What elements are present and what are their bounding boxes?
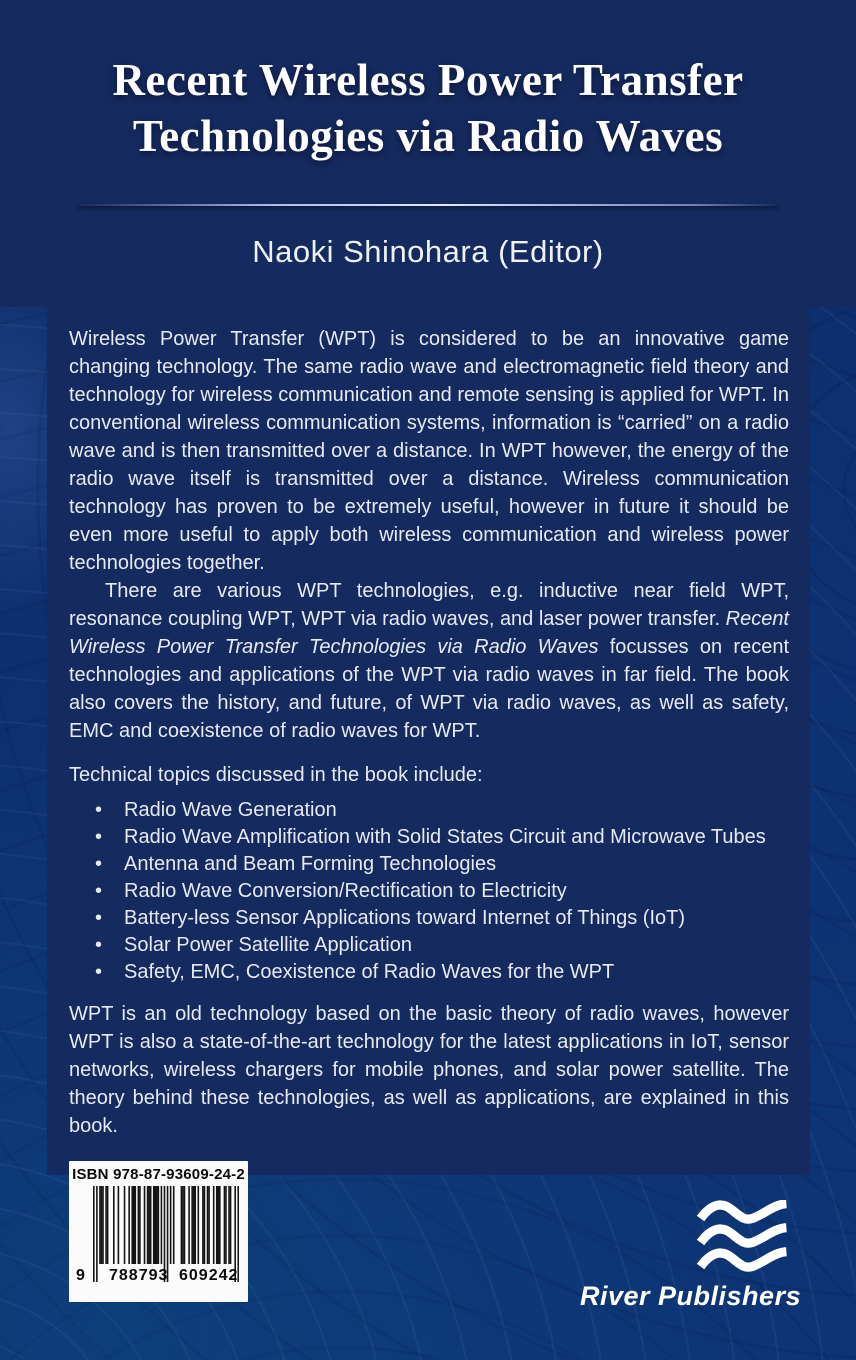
book-title-line-1: Recent Wireless Power Transfer	[112, 55, 744, 105]
barcode-digit-group-1: 788793	[109, 1267, 169, 1284]
topics-list	[69, 797, 789, 986]
synopsis-paragraph-1: Wireless Power Transfer (WPT) is considered to be an innovative game changing technology. The same radio wave and electromagnetic field theory and technology for wireless communication and remote sensing is applied for WPT. In conventional wireless communication systems, information is “carried” on a radio wave and is then transmitted over a distance. In WPT however, the energy of the radio wave itself is transmitted over a distance. Wireless communication technology has proven to be extremely useful, however in future it should be even more useful to apply both wireless communication and wireless power technologies together.	[69, 328, 789, 574]
publisher-logo	[580, 1200, 802, 1312]
topic-item: • Antenna and Beam Forming Technologies	[69, 851, 789, 878]
isbn-label: ISBN 978-87-93609-24-2	[72, 1166, 245, 1183]
barcode-digits	[69, 1267, 248, 1289]
synopsis-paragraph-2	[69, 577, 789, 745]
synopsis-paragraph-3: WPT is an old technology based on the basic theory of radio waves, however WPT is also a state-of-the-art technology for the latest applications in IoT, sensor networks, wireless chargers for mobile phones, and solar power satellite. The theory behind these technologies, as well as applications, are explained in this book.	[69, 1003, 789, 1137]
editor-name: Naoki Shinohara (Editor)	[252, 234, 604, 269]
river-waves-icon	[696, 1200, 790, 1272]
synopsis-panel	[47, 307, 810, 1175]
topic-item: • Safety, EMC, Coexistence of Radio Waves for the WPT	[69, 959, 789, 986]
barcode-digit-group-2: 609242	[179, 1267, 239, 1284]
topic-item: • Radio Wave Conversion/Rectification to Electricity	[69, 878, 789, 905]
paragraph-2-text-cont: focusses on recent technologies and applications of the WPT via radio waves in far field. The book also covers the history, and future, of WPT via radio waves, as well as safety, EMC and coexistence of radio waves for WPT.	[69, 636, 789, 742]
topic-item: • Battery-less Sensor Applications toward Internet of Things (IoT)	[69, 905, 789, 932]
publisher-name: River Publishers	[580, 1281, 802, 1311]
topic-item: • Radio Wave Generation	[69, 797, 789, 824]
barcode-digit-lead: 9	[76, 1267, 86, 1284]
book-title-line-2: Technologies via Radio Waves	[132, 111, 724, 161]
topic-item: • Solar Power Satellite Application	[69, 932, 789, 959]
book-title-inline-italic: Recent Wireless Power Transfer Technologies via Radio Waves	[69, 608, 789, 658]
topics-heading: Technical topics discussed in the book include:	[69, 764, 483, 786]
title-divider	[78, 204, 778, 206]
book-title	[0, 52, 856, 164]
topic-item: • Radio Wave Amplification with Solid States Circuit and Microwave Tubes	[69, 824, 789, 851]
isbn-barcode	[69, 1161, 248, 1302]
paragraph-2-text: There are various WPT technologies, e.g. inductive near field WPT, resonance coupling WPT, WPT via radio waves, and laser power transfer.	[69, 580, 789, 630]
